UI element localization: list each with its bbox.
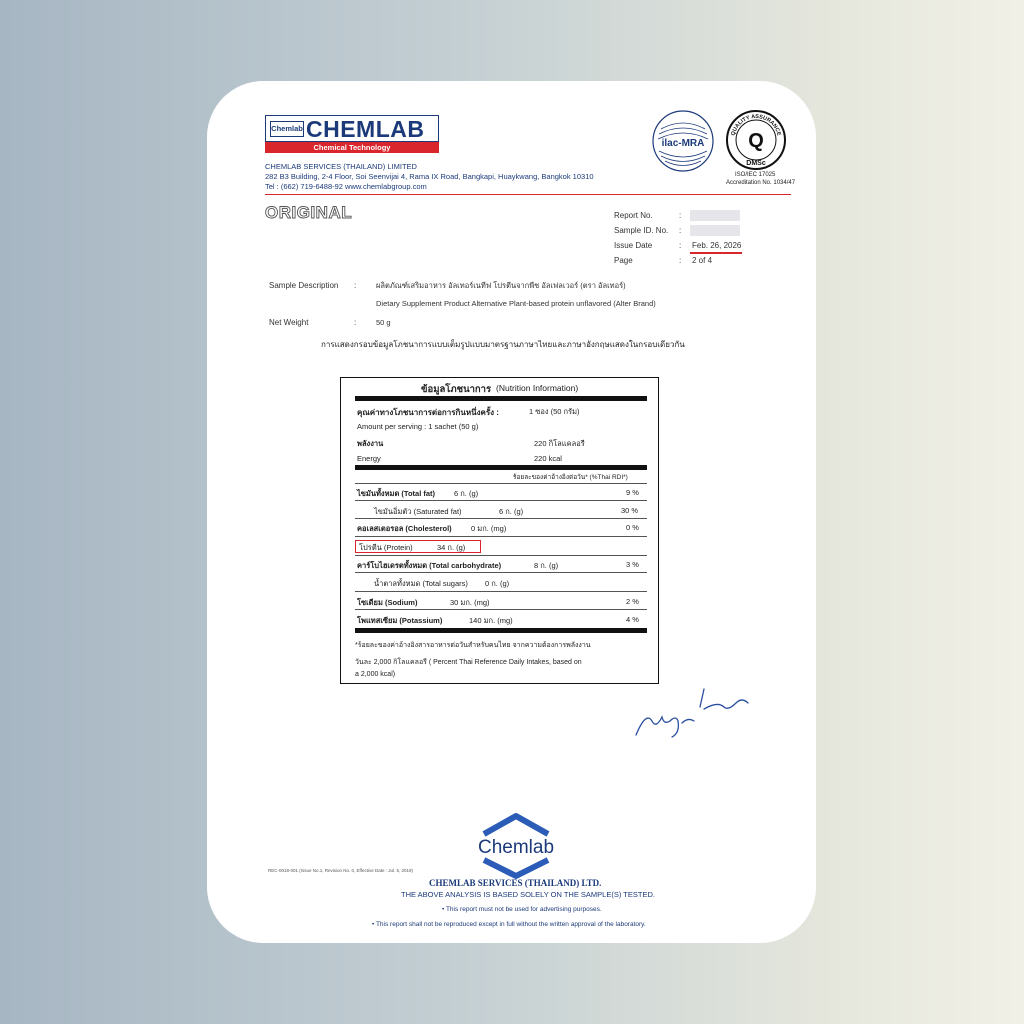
nutrition-title-th: ข้อมูลโภชนาการ [421, 384, 492, 395]
energy-en-label: Energy [357, 454, 381, 463]
row-amount-total-sugars: 0 ก. (g) [485, 579, 510, 588]
rdi-header: ร้อยละของค่าอ้างอิงต่อวัน* (%Thai RDI*) [513, 474, 628, 481]
row-percent-total-fat: 9 % [626, 488, 639, 497]
row-amount-potassium: 140 มก. (mg) [469, 616, 513, 625]
table-rule [355, 609, 647, 610]
serving-th-value: 1 ซอง (50 กรัม) [529, 407, 580, 416]
sample-description-th: ผลิตภัณฑ์เสริมอาหาร อัลเทอร์เนทีฟ โปรตีนจากพืช อัลเฟลเวอร์ (ตรา อัลเทอร์) [376, 281, 626, 290]
row-percent-sodium: 2 % [626, 597, 639, 606]
net-weight-label: Net Weight [269, 318, 309, 327]
accreditation-number: Accreditation No. 1034/47 [726, 180, 796, 186]
footnote-line-1: *ร้อยละของค่าอ้างอิงสารอาหารต่อวันสำหรับคนไทย จากความต้องการพลังงาน [355, 642, 591, 649]
table-rule [355, 518, 647, 519]
table-rule [355, 536, 647, 537]
table-rule-bottom [355, 628, 647, 633]
row-percent-total-carbohydrate: 3 % [626, 560, 639, 569]
dmsc-top-text: QUALITY ASSURANCE [730, 113, 782, 137]
record-code: REC-0018-001 (Issue No.1, Revision No. 0, Effective Date : Jul. 5, 2019) [268, 868, 413, 873]
row-amount-saturated-fat: 6 ก. (g) [499, 507, 524, 516]
company-contact: Tel : (662) 719-6488-92 www.chemlabgroup.com [265, 182, 427, 191]
header-divider [265, 194, 791, 195]
row-amount-total-fat: 6 ก. (g) [454, 489, 479, 498]
footnote-line-3: a 2,000 kcal) [355, 671, 396, 678]
chemlab-logo [265, 115, 439, 142]
row-label-cholesterol: คอเลสเตอรอล (Cholesterol) [357, 524, 452, 533]
energy-en-value: 220 kcal [534, 454, 562, 463]
sample-id-label: Sample ID. No. [614, 226, 669, 235]
issue-date-label: Issue Date [614, 241, 653, 250]
page-colon: : [679, 256, 682, 265]
row-percent-cholesterol: 0 % [626, 523, 639, 532]
row-label-total-sugars: น้ำตาลทั้งหมด (Total sugars) [374, 579, 468, 588]
row-percent-saturated-fat: 30 % [621, 506, 639, 515]
sample-id-colon: : [679, 226, 682, 235]
brand-tagline: Chemical Technology [265, 142, 439, 153]
nutrition-heading-th: การแสดงกรอบข้อมูลโภชนาการแบบเต็มรูปแบบมาตรฐานภาษาไทยและภาษาอังกฤษแสดงในกรอบเดียวกัน [321, 340, 685, 349]
table-rule [355, 483, 647, 484]
row-label-sodium: โซเดียม (Sodium) [357, 598, 418, 607]
row-label-potassium: โพแทสเซียม (Potassium) [357, 616, 443, 625]
dmsc-letter: Q [748, 130, 764, 152]
ilac-mra-seal-icon [651, 109, 715, 173]
row-amount-total-carbohydrate: 8 ก. (g) [534, 561, 559, 570]
row-label-total-carbohydrate: คาร์โบไฮเดรตทั้งหมด (Total carbohydrate) [357, 561, 502, 570]
nutrition-facts-table [340, 377, 659, 684]
footer-note-advertising: • This report must not be used for advertising purposes. [442, 906, 602, 913]
table-rule-energy [355, 465, 647, 470]
dmsc-bottom-text: DMSc [746, 160, 766, 167]
report-page [207, 81, 816, 943]
footer-company: CHEMLAB SERVICES (THAILAND) LTD. [429, 878, 602, 888]
sample-id-redacted [690, 225, 740, 236]
issue-date-underline [690, 252, 742, 254]
chemlab-mini-logo: Chemlab [270, 121, 304, 137]
row-percent-potassium: 4 % [626, 615, 639, 624]
table-rule-top [355, 396, 647, 401]
energy-th-value: 220 กิโลแคลอรี [534, 439, 585, 448]
footer-basis: THE ABOVE ANALYSIS IS BASED SOLELY ON THE SAMPLE(S) TESTED. [401, 890, 655, 899]
serving-en: Amount per serving : 1 sachet (50 g) [357, 422, 479, 431]
ilac-label: ilac-MRA [661, 138, 705, 149]
footnote-line-2: วันละ 2,000 กิโลแคลอรี ( Percent Thai Reference Daily Intakes, based on [355, 659, 582, 666]
row-amount-cholesterol: 0 มก. (mg) [471, 524, 507, 533]
sample-description-colon: : [354, 281, 357, 290]
row-label-total-fat: ไขมันทั้งหมด (Total fat) [357, 489, 436, 498]
nutrition-title-en: (Nutrition Information) [496, 383, 579, 393]
row-label-saturated-fat: ไขมันอิ่มตัว (Saturated fat) [374, 507, 462, 516]
report-no-colon: : [679, 211, 682, 220]
footer-logo-text: Chemlab [477, 837, 555, 858]
serving-th-label: คุณค่าทางโภชนาการต่อการกินหนึ่งครั้ง : [357, 408, 499, 417]
net-weight-colon: : [354, 318, 357, 327]
brand-name: CHEMLAB [306, 116, 425, 142]
company-name: CHEMLAB SERVICES (THAILAND) LIMITED [265, 162, 417, 171]
table-rule [355, 500, 647, 501]
table-rule [355, 572, 647, 573]
energy-th-label: พลังงาน [357, 439, 384, 448]
sample-description-label: Sample Description [269, 281, 339, 290]
issue-date-value: Feb. 26, 2026 [692, 241, 742, 250]
footer-note-reproduction: • This report shall not be reproduced except in full without the written approval of the laboratory. [372, 921, 646, 928]
net-weight-value: 50 g [376, 318, 391, 327]
iso-standard: ISO/IEC 17025 [735, 172, 776, 178]
report-no-label: Report No. [614, 211, 653, 220]
table-rule [355, 555, 647, 556]
chemlab-footer-logo-icon [466, 812, 566, 880]
dmsc-quality-seal-icon [725, 109, 787, 171]
signature-icon [632, 681, 762, 741]
row-amount-protein: 34 ก. (g) [437, 543, 466, 552]
issue-date-colon: : [679, 241, 682, 250]
row-amount-sodium: 30 มก. (mg) [450, 598, 490, 607]
page-label: Page [614, 256, 633, 265]
table-rule [355, 591, 647, 592]
row-label-protein: โปรตีน (Protein) [359, 543, 413, 552]
company-address: 282 B3 Building, 2-4 Floor, Soi Seenvijai 4, Rama IX Road, Bangkapi, Huaykwang, Bangkok 10310 [265, 172, 594, 181]
page-value: 2 of 4 [692, 256, 713, 265]
sample-description-en: Dietary Supplement Product Alternative Plant-based protein unflavored (Alter Brand) [376, 299, 656, 308]
report-no-redacted [690, 210, 740, 221]
original-stamp: ORIGINAL [265, 203, 353, 222]
